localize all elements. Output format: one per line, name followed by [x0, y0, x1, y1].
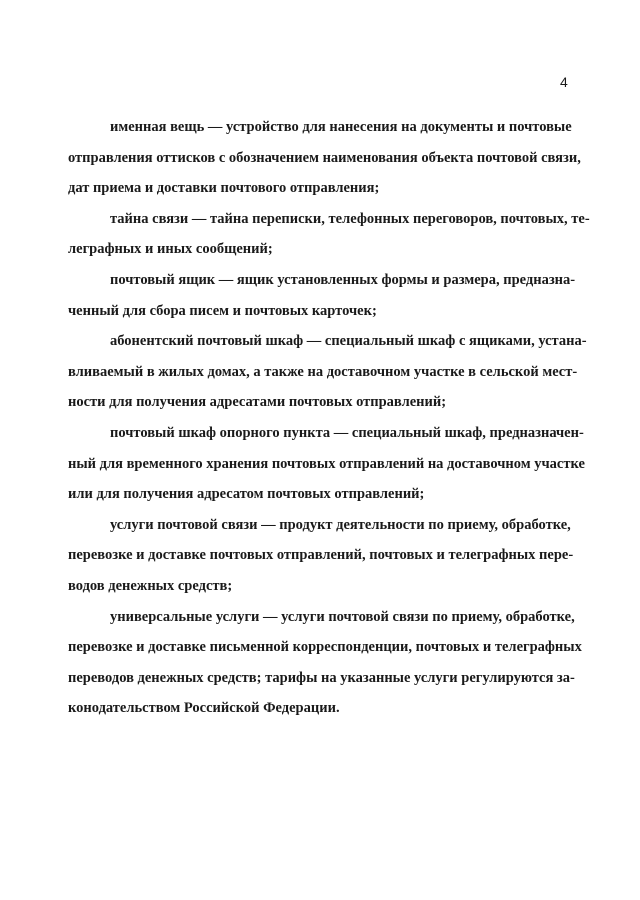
text-line: почтовый шкаф опорного пункта — специальный шкаф, предназначен-: [110, 424, 584, 441]
paragraph: [68, 418, 585, 510]
text-line: конодательством Российской Федерации.: [68, 700, 340, 717]
paragraph: [68, 265, 576, 326]
text-line: водов денежных средств;: [68, 577, 233, 594]
text-line: универсальные услуги — услуги почтовой связи по приему, обработке,: [110, 608, 575, 625]
text-line: тайна связи — тайна переписки, телефонных переговоров, почтовых, те-: [110, 210, 590, 227]
text-line: отправления оттисков с обозначением наименования объекта почтовой связи,: [68, 149, 581, 166]
text-line: дат приема и доставки почтового отправления;: [68, 180, 380, 197]
text-line: или для получения адресатом почтовых отправлений;: [68, 486, 425, 503]
text-line: вливаемый в жилых домах, а также на доставочном участке в сельской мест-: [68, 363, 578, 380]
text-line: ности для получения адресатами почтовых отправлений;: [68, 394, 447, 411]
document-body: [68, 112, 590, 724]
paragraph: [68, 326, 587, 418]
paragraph: [68, 112, 581, 204]
text-line: абонентский почтовый шкаф — специальный шкаф с ящиками, устана-: [110, 333, 587, 350]
text-line: леграфных и иных сообщений;: [68, 241, 273, 258]
text-line: ченный для сбора писем и почтовых карточек;: [68, 302, 377, 319]
paragraph: [68, 510, 574, 602]
text-line: переводов денежных средств; тарифы на указанные услуги регулируются за-: [68, 669, 575, 686]
text-line: перевозке и доставке письменной корреспонденции, почтовых и телеграфных: [68, 639, 582, 656]
text-line: перевозке и доставке почтовых отправлений, почтовых и телеграфных пере-: [68, 547, 574, 564]
text-line: услуги почтовой связи — продукт деятельности по приему, обработке,: [110, 516, 571, 533]
text-line: почтовый ящик — ящик установленных формы и размера, предназна-: [110, 271, 576, 288]
paragraph: [68, 204, 590, 265]
page-number: 4: [560, 74, 568, 90]
paragraph: [68, 602, 582, 724]
text-line: именная вещь — устройство для нанесения на документы и почтовые: [110, 119, 572, 135]
text-line: ный для временного хранения почтовых отправлений на доставочном участке: [68, 455, 585, 472]
